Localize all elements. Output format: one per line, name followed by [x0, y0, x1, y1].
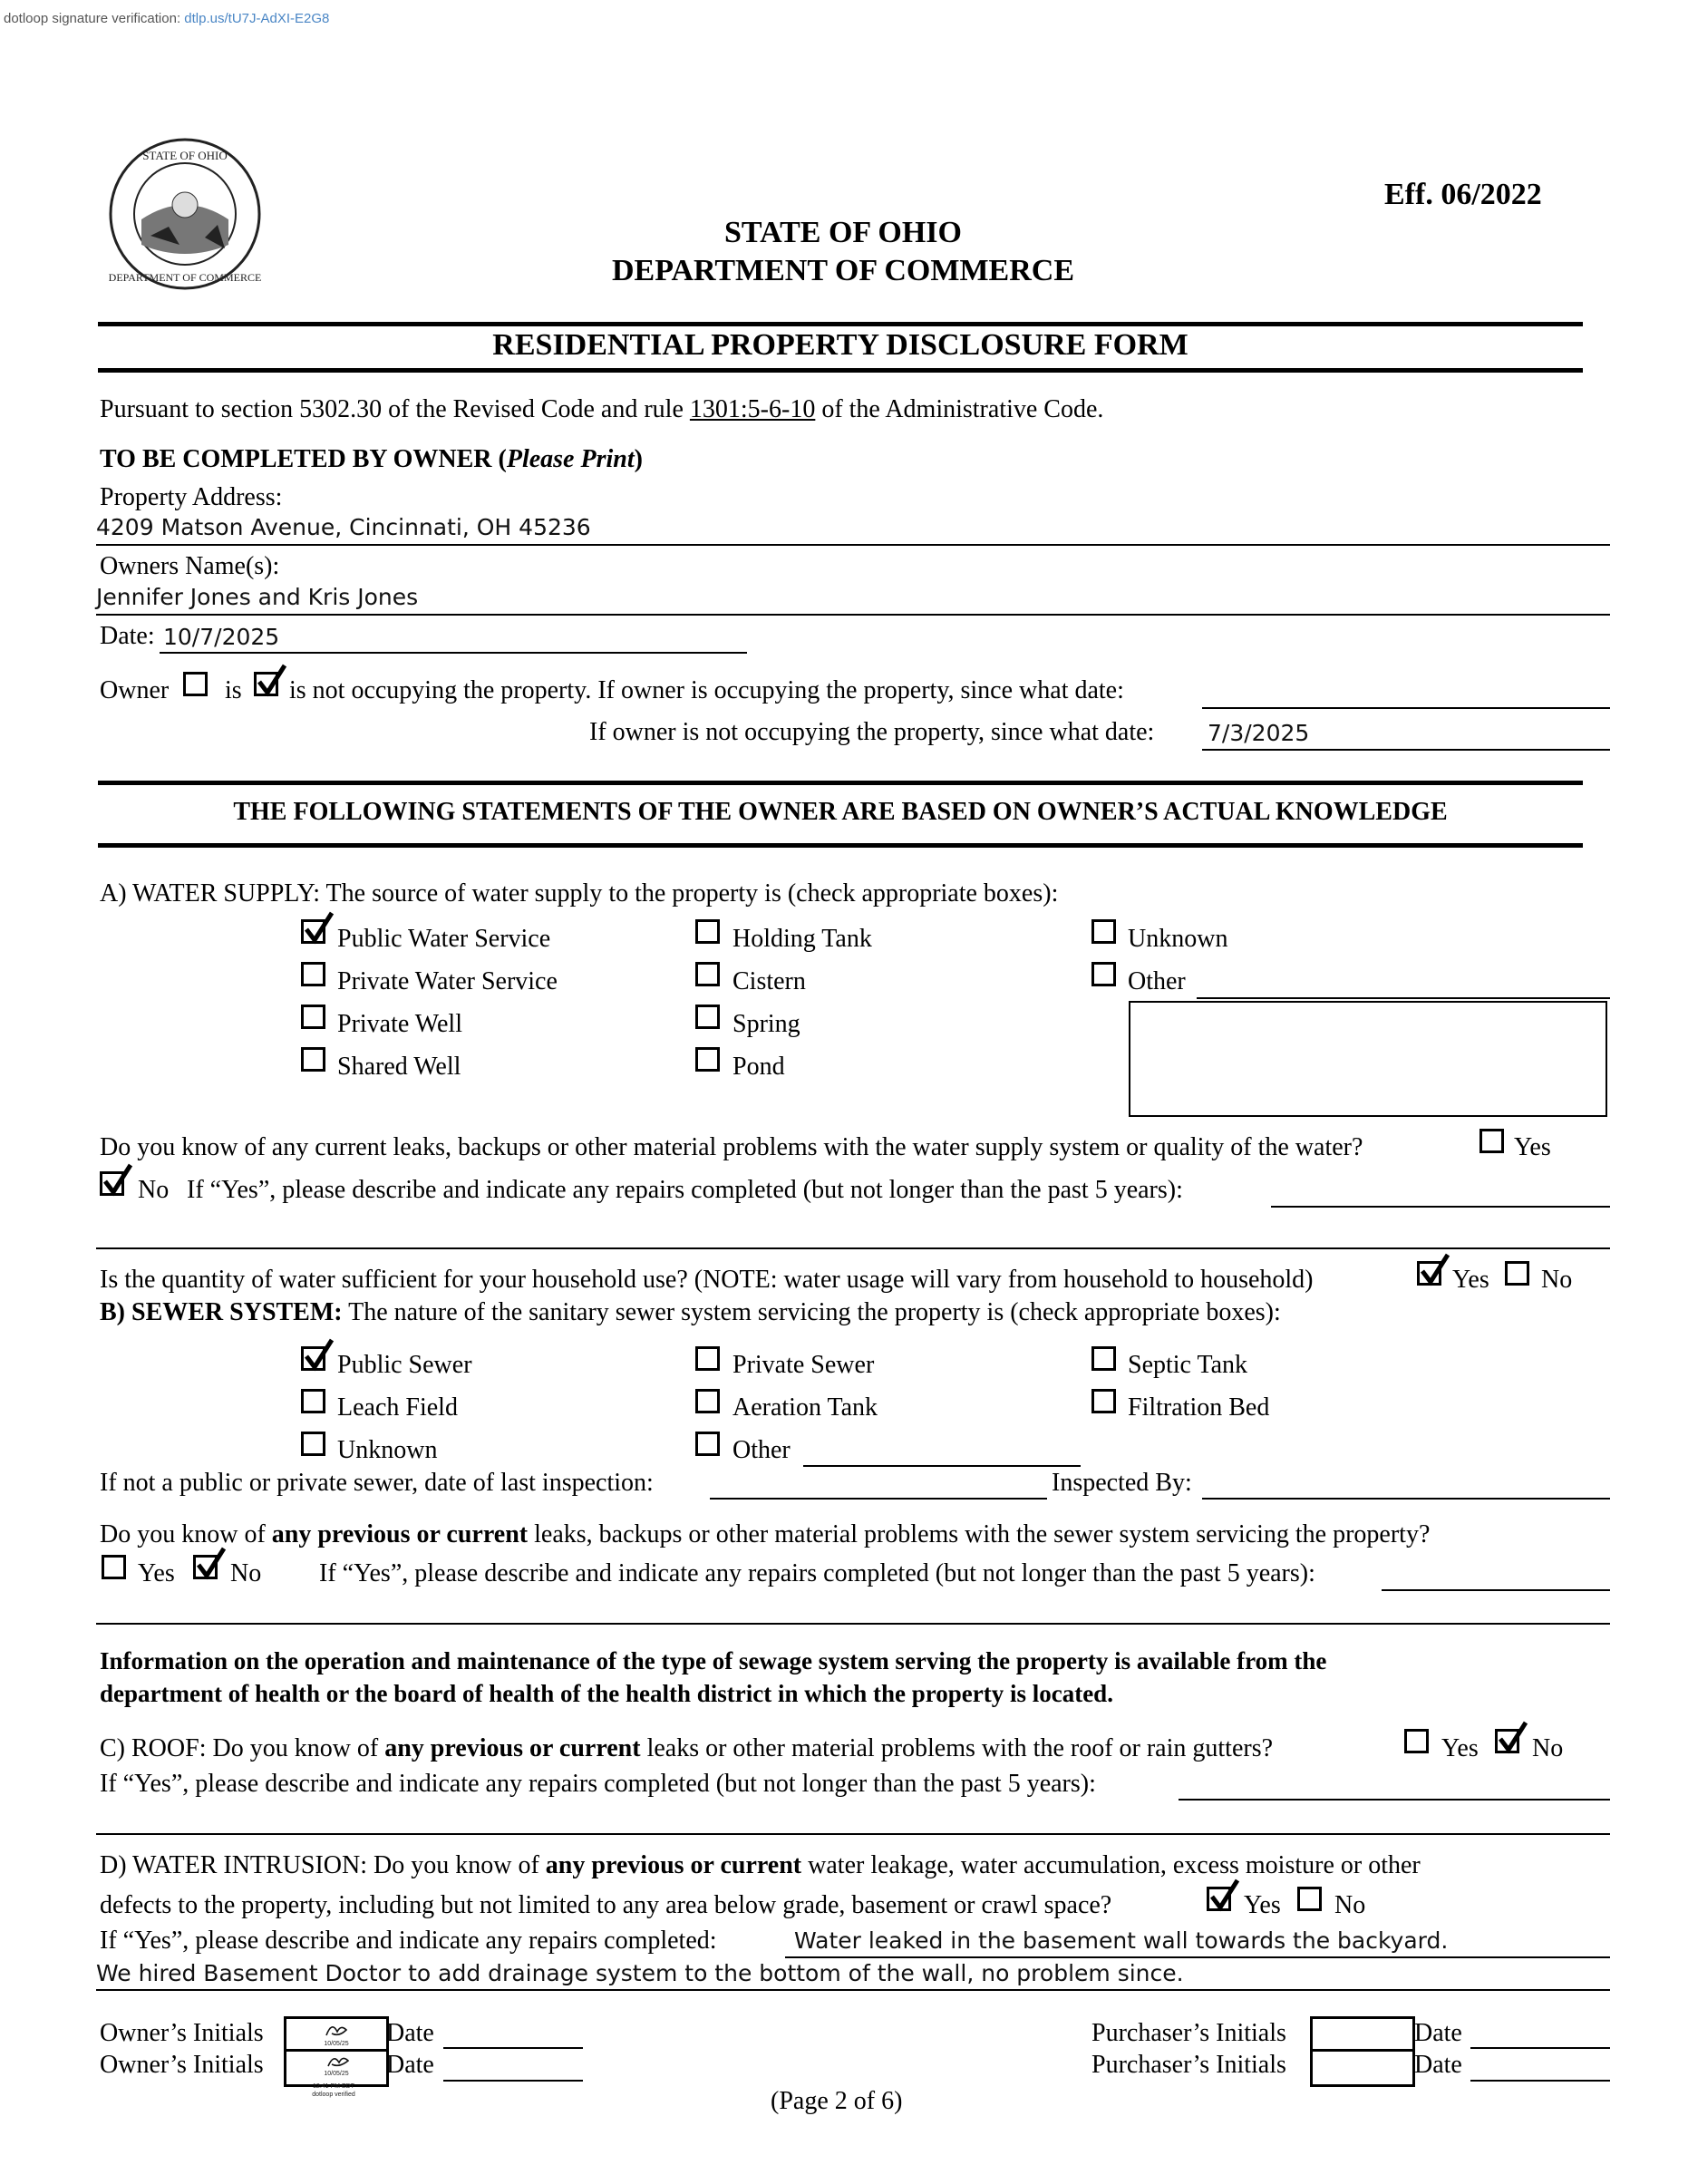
intrusion-answer-rule-1	[785, 1956, 1610, 1958]
form-title: RESIDENTIAL PROPERTY DISCLOSURE FORM	[492, 328, 1188, 362]
sewer-q-post: leaks, backups or other material problems with the sewer system servicing the property?	[528, 1520, 1431, 1548]
completed-by-italic: Please Print	[506, 445, 635, 473]
owner-initials-label-2: Owner’s Initials	[100, 2051, 264, 2079]
water-private-well-label: Private Well	[337, 1010, 462, 1038]
water-cistern-label: Cistern	[732, 967, 806, 995]
owner-stamp-2a: 10/05/25	[324, 2071, 349, 2077]
svg-text:DEPARTMENT OF COMMERCE: DEPARTMENT OF COMMERCE	[108, 271, 262, 284]
sewer-filtration-label: Filtration Bed	[1128, 1393, 1270, 1422]
not-occupying-rule	[1202, 749, 1610, 751]
occupancy-owner-label: Owner	[100, 676, 170, 704]
sewer-inspected-by-label: Inspected By:	[1052, 1469, 1192, 1497]
intrusion-no-label: No	[1334, 1891, 1366, 1919]
intrusion-question-line-2: defects to the property, including but not limited to any area below grade, basement or crawl space?	[100, 1891, 1112, 1919]
water-holding-tank-checkbox[interactable]	[695, 919, 720, 944]
intrusion-q-post: water leakage, water accumulation, excess moisture or other	[801, 1851, 1421, 1879]
sewer-inspection-rule	[710, 1498, 1047, 1500]
sewer-other-checkbox[interactable]	[695, 1432, 720, 1456]
title-top-rule	[98, 322, 1583, 326]
sewer-heading: B) SEWER SYSTEM:	[100, 1298, 343, 1326]
roof-question	[100, 1734, 1273, 1763]
banner-top-rule	[98, 781, 1583, 785]
purchaser-date-rule-2	[1470, 2080, 1610, 2082]
property-address-field[interactable]: 4209 Matson Avenue, Cincinnati, OH 45236	[96, 514, 591, 540]
svg-text:STATE OF OHIO: STATE OF OHIO	[142, 149, 228, 162]
intrusion-heading: D) WATER INTRUSION:	[100, 1851, 368, 1879]
water-question	[100, 879, 1058, 908]
owner-date-rule-2	[443, 2080, 583, 2082]
completed-by	[100, 445, 643, 474]
water-quantity-yes-checkbox[interactable]	[1417, 1261, 1441, 1286]
intrusion-answer-line-2[interactable]: We hired Basement Doctor to add drainage system to the bottom of the wall, no problem since.	[96, 1960, 1184, 1986]
water-public-checkbox[interactable]	[301, 919, 325, 944]
water-private-service-checkbox[interactable]	[301, 962, 325, 986]
sewer-septic-checkbox[interactable]	[1091, 1346, 1116, 1371]
effective-date: Eff. 06/2022	[1384, 178, 1542, 211]
water-leaks-no-label: No	[138, 1176, 170, 1204]
verification-text	[4, 11, 329, 26]
sewer-other-label: Other	[732, 1436, 791, 1464]
occupying-since-rule	[1202, 707, 1610, 709]
intrusion-question	[100, 1851, 1421, 1880]
owner-signature-1	[286, 2019, 386, 2043]
page-number: (Page 2 of 6)	[771, 2087, 903, 2115]
owner-date-label-2: Date	[386, 2051, 434, 2079]
owners-name-field[interactable]: Jennifer Jones and Kris Jones	[96, 584, 419, 610]
sewer-problems-question	[100, 1520, 1430, 1549]
pursuant-post: of the Administrative Code.	[815, 395, 1104, 423]
sewer-inspection-label: If not a public or private sewer, date of last inspection:	[100, 1469, 654, 1497]
sewer-private-checkbox[interactable]	[695, 1346, 720, 1371]
owners-rule	[96, 614, 1610, 616]
roof-line-2	[96, 1833, 1610, 1835]
owner-initials-label-1: Owner’s Initials	[100, 2019, 264, 2047]
purchaser-initials-label-1: Purchaser’s Initials	[1091, 2019, 1286, 2047]
water-quantity-yes-label: Yes	[1452, 1266, 1489, 1294]
intrusion-q-bold: any previous or current	[545, 1851, 802, 1879]
sewer-leach-field-label: Leach Field	[337, 1393, 458, 1422]
sewer-unknown-label: Unknown	[337, 1436, 438, 1464]
sewer-q-pre: Do you know of	[100, 1520, 272, 1548]
pursuant-pre: Pursuant to section 5302.30 of the Revised Code and rule	[100, 395, 690, 423]
purchaser-date-label-2: Date	[1414, 2051, 1462, 2079]
roof-describe-rule	[1179, 1799, 1610, 1801]
intrusion-describe: If “Yes”, please describe and indicate any repairs completed:	[100, 1927, 717, 1955]
water-cistern-checkbox[interactable]	[695, 962, 720, 986]
date-label: Date:	[100, 622, 155, 650]
sewer-public-checkbox[interactable]	[301, 1346, 325, 1371]
sewer-unknown-checkbox[interactable]	[301, 1432, 325, 1456]
intrusion-no-checkbox[interactable]	[1297, 1887, 1322, 1911]
health-info-line-2: department of health or the board of health of the health district in which the property is located.	[100, 1680, 1113, 1707]
purchaser-initials-label-2: Purchaser’s Initials	[1091, 2051, 1286, 2079]
intrusion-yes-checkbox[interactable]	[1207, 1887, 1231, 1911]
owner-date-label-1: Date	[386, 2019, 434, 2047]
water-quantity-question: Is the quantity of water sufficient for your household use? (NOTE: water usage will vary from household to household)	[100, 1266, 1314, 1294]
health-info-line-1: Information on the operation and maintenance of the type of sewage system serving the property is available from the	[100, 1647, 1327, 1674]
roof-q-post: leaks or other material problems with the roof or rain gutters?	[640, 1734, 1274, 1762]
water-unknown-label: Unknown	[1128, 925, 1228, 953]
purchaser-initials-box-2[interactable]	[1310, 2049, 1415, 2087]
sewer-aeration-label: Aeration Tank	[732, 1393, 878, 1422]
water-other-textbox[interactable]	[1129, 1001, 1607, 1117]
sewer-q-bold: any previous or current	[271, 1520, 529, 1548]
water-holding-tank-label: Holding Tank	[732, 925, 872, 953]
completed-by-pre: TO BE COMPLETED BY OWNER (	[100, 445, 507, 473]
not-occupying-label: If owner is not occupying the property, since what date:	[589, 718, 1155, 746]
roof-yes-label: Yes	[1441, 1734, 1479, 1762]
roof-q-pre: Do you know of	[212, 1734, 385, 1762]
intrusion-q-pre: Do you know of	[373, 1851, 546, 1879]
water-heading: A) WATER SUPPLY:	[100, 879, 321, 908]
purchaser-date-label-1: Date	[1414, 2019, 1462, 2047]
occupancy-is-not-text: is not occupying the property. If owner is occupying the property, since what date:	[289, 676, 1124, 704]
roof-heading: C) ROOF:	[100, 1734, 207, 1762]
property-rule	[96, 544, 1610, 546]
agency-line-2: DEPARTMENT OF COMMERCE	[611, 254, 1075, 287]
intrusion-yes-label: Yes	[1244, 1891, 1281, 1919]
completed-by-post: )	[634, 445, 643, 473]
intrusion-answer-rule-2	[96, 1989, 1610, 1991]
water-leaks-describe: If “Yes”, please describe and indicate any repairs completed (but not longer than the past 5 years):	[187, 1176, 1183, 1204]
sewer-problems-yes-label: Yes	[138, 1559, 175, 1587]
roof-q-bold: any previous or current	[384, 1734, 641, 1762]
property-label: Property Address:	[100, 483, 283, 511]
sewer-problems-yes-checkbox[interactable]	[102, 1555, 126, 1579]
owner-initials-box-2[interactable]	[284, 2049, 389, 2087]
sewer-other-rule	[803, 1465, 1081, 1467]
date-rule	[160, 652, 747, 654]
water-shared-well-label: Shared Well	[337, 1053, 461, 1081]
sewer-septic-label: Septic Tank	[1128, 1351, 1248, 1379]
statements-banner: THE FOLLOWING STATEMENTS OF THE OWNER ARE BASED ON OWNER’S ACTUAL KNOWLEDGE	[233, 798, 1448, 826]
water-leaks-describe-rule	[1271, 1206, 1610, 1208]
occupancy-is-label: is	[225, 676, 242, 704]
agency-line-1: STATE OF OHIO	[724, 216, 962, 249]
water-private-service-label: Private Water Service	[337, 967, 558, 995]
water-leaks-yes-label: Yes	[1514, 1133, 1551, 1161]
roof-no-checkbox[interactable]	[1495, 1729, 1519, 1753]
occupancy-is-not-checkbox[interactable]	[254, 672, 278, 696]
water-leaks-line-2	[96, 1247, 1610, 1249]
owner-stamp-2c: dotloop verified	[312, 2092, 355, 2098]
sewer-problems-no-checkbox[interactable]	[193, 1555, 218, 1579]
agency-header	[589, 214, 1097, 290]
roof-yes-checkbox[interactable]	[1404, 1729, 1429, 1753]
sewer-problems-no-label: No	[230, 1559, 262, 1587]
owner-signature-2	[286, 2052, 386, 2072]
sewer-problems-line-2	[96, 1623, 1610, 1625]
rule-link: 1301:5-6-10	[689, 395, 816, 423]
date-field[interactable]: 10/7/2025	[163, 624, 280, 650]
water-public-label: Public Water Service	[337, 925, 551, 953]
owner-stamp-2b: 12:41 PM EDT	[313, 2083, 354, 2090]
owner-date-rule-1	[443, 2047, 583, 2049]
sewer-aeration-checkbox[interactable]	[695, 1389, 720, 1413]
purchaser-date-rule-1	[1470, 2047, 1610, 2049]
sewer-intro: The nature of the sanitary sewer system servicing the property is (check appropriate boxes):	[348, 1298, 1281, 1326]
water-pond-label: Pond	[732, 1053, 785, 1081]
not-occupying-date-field[interactable]: 7/3/2025	[1208, 720, 1310, 746]
ohio-seal	[96, 136, 277, 290]
water-shared-well-checkbox[interactable]	[301, 1047, 325, 1072]
pursuant-text	[100, 395, 1103, 424]
water-other-label: Other	[1128, 967, 1186, 995]
sewer-private-label: Private Sewer	[732, 1351, 875, 1379]
sewer-filtration-checkbox[interactable]	[1091, 1389, 1116, 1413]
sewer-problems-describe: If “Yes”, please describe and indicate any repairs completed (but not longer than the past 5 years):	[319, 1559, 1315, 1587]
banner-bottom-rule	[98, 843, 1583, 848]
water-unknown-checkbox[interactable]	[1091, 919, 1116, 944]
owners-label: Owners Name(s):	[100, 552, 280, 580]
water-leaks-question: Do you know of any current leaks, backups or other material problems with the water supply system or quality of the water?	[100, 1133, 1363, 1161]
water-leaks-no-checkbox[interactable]	[100, 1171, 124, 1196]
sewer-question	[100, 1298, 1281, 1327]
roof-no-label: No	[1532, 1734, 1564, 1762]
title-bottom-rule	[98, 368, 1583, 373]
water-other-checkbox[interactable]	[1091, 962, 1116, 986]
sewer-public-label: Public Sewer	[337, 1351, 472, 1379]
verification-link[interactable]: dtlp.us/tU7J-AdXI-E2G8	[184, 11, 330, 26]
water-leaks-yes-checkbox[interactable]	[1479, 1129, 1504, 1153]
sewer-problems-describe-rule	[1382, 1589, 1610, 1591]
verification-label: dotloop signature verification:	[4, 11, 181, 26]
water-quantity-no-checkbox[interactable]	[1505, 1261, 1529, 1286]
water-intro: The source of water supply to the property is (check appropriate boxes):	[325, 879, 1059, 908]
owner-stamp-1: 10/05/25	[324, 2041, 349, 2047]
health-info	[100, 1645, 1326, 1710]
sewer-leach-field-checkbox[interactable]	[301, 1389, 325, 1413]
water-other-rule	[1197, 997, 1610, 999]
intrusion-answer-line-1[interactable]: Water leaked in the basement wall towards the backyard.	[794, 1927, 1449, 1954]
water-private-well-checkbox[interactable]	[301, 1005, 325, 1029]
water-quantity-no-label: No	[1541, 1266, 1573, 1294]
sewer-inspected-by-rule	[1202, 1498, 1610, 1500]
roof-describe: If “Yes”, please describe and indicate any repairs completed (but not longer than the past 5 years):	[100, 1770, 1096, 1798]
water-spring-label: Spring	[732, 1010, 800, 1038]
occupancy-is-checkbox[interactable]	[183, 672, 208, 696]
water-spring-checkbox[interactable]	[695, 1005, 720, 1029]
water-pond-checkbox[interactable]	[695, 1047, 720, 1072]
